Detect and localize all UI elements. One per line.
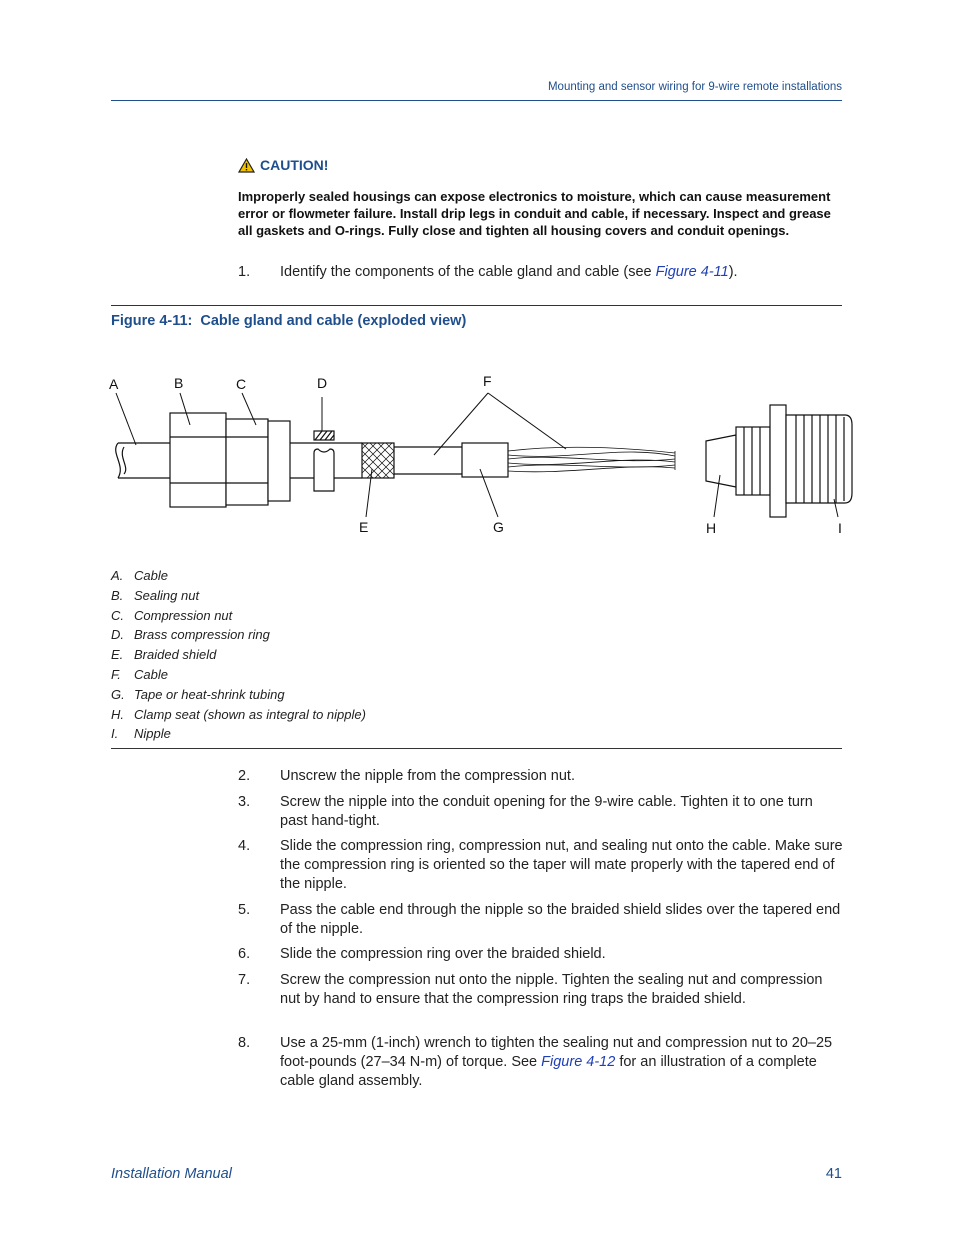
step-text-part: Use a 25-mm (1-inch) wrench to tighten the sealing nut and compression nut to 20–25 foot-pounds (27–34 N-m) of torque. See [280, 1035, 833, 1070]
figure-4-12-link[interactable]: Figure 4-12 [541, 1054, 616, 1070]
legend-item [111, 724, 366, 744]
legend-label: Tape or heat-shrink tubing [134, 686, 285, 702]
step-number: 7. [238, 972, 251, 988]
cable-gland-diagram [100, 365, 860, 545]
legend-label: Cable [134, 568, 168, 583]
running-header: Mounting and sensor wiring for 9-wire remote installations [547, 81, 842, 93]
caution-heading [238, 157, 328, 173]
legend-label: Sealing nut [134, 587, 200, 603]
callout-d: D [317, 375, 328, 391]
step-number: 3. [238, 794, 251, 810]
legend-key: D. [111, 627, 124, 643]
legend-key: B. [111, 587, 124, 603]
legend-label: Braided shield [134, 647, 217, 663]
step-text: Screw the compression nut onto the nipple. Tighten the sealing nut and compression nut by hand to ensure that the compression ring traps the braided shield. [280, 972, 823, 1007]
figure-caption: Cable gland and cable (exploded view) [200, 313, 467, 329]
warning-triangle-icon [238, 158, 255, 173]
brass-ring-d [314, 431, 334, 491]
legend-item [111, 586, 366, 606]
legend-key: E. [111, 647, 124, 663]
figure-top-rule [111, 305, 842, 306]
step-4 [238, 837, 844, 894]
legend-item [111, 705, 366, 725]
step-text: Unscrew the nipple from the compression nut. [280, 768, 575, 784]
callout-b: B [174, 375, 184, 391]
figure-legend [111, 566, 366, 744]
callout-i: I [838, 520, 842, 536]
page-number: 41 [825, 1166, 842, 1182]
callout-e: E [359, 519, 369, 535]
callout-c: C [236, 376, 247, 392]
step-text: Screw the nipple into the conduit opening for the 9-wire cable. Tighten it to one turn past hand-tight. [280, 794, 813, 829]
legend-key: A. [111, 568, 124, 583]
legend-key: H. [111, 706, 124, 722]
wires-f [508, 447, 675, 471]
step-text: Slide the compression ring over the braided shield. [280, 946, 606, 962]
clamp-seat-h [706, 435, 736, 487]
legend-label: Clamp seat (shown as integral to nipple) [134, 706, 366, 722]
step-7 [238, 971, 844, 1009]
step-text: Slide the compression ring, compression nut, and sealing nut onto the cable. Make sure the compression ring is oriented so the taper will mate properly with the tapered end of the nipple. [280, 838, 843, 892]
caution-text: Improperly sealed housings can expose electronics to moisture, which can cause measurement error or flowmeter failure. Install drip legs in conduit and cable, if necessary. Inspect and grease all gaskets and O-rings. Fully close and tighten all housing covers and conduit openings. [238, 189, 831, 238]
legend-label: Cable [134, 666, 168, 682]
figure-4-11-link[interactable]: Figure 4-11 [655, 264, 729, 280]
legend-label: Nipple [134, 726, 171, 742]
legend-item [111, 566, 366, 586]
figure-number: Figure 4-11: [111, 313, 193, 329]
inner-cable [394, 447, 462, 474]
step-text-part: ). [728, 264, 738, 280]
step-2 [238, 767, 844, 786]
footer-manual-title: Installation Manual [111, 1166, 232, 1182]
figure-title [111, 313, 466, 329]
callout-a: A [109, 376, 119, 392]
step-number: 8. [238, 1035, 251, 1051]
step-text [280, 1034, 844, 1091]
step-number: 5. [238, 902, 251, 918]
step-1 [238, 263, 844, 282]
step-text [280, 263, 844, 282]
legend-item [111, 625, 366, 645]
step-3 [238, 793, 844, 831]
step-8 [238, 1034, 844, 1091]
legend-key: C. [111, 607, 124, 623]
step-text: Pass the cable end through the nipple so the braided shield slides over the tapered end of the nipple. [280, 902, 841, 937]
sealing-nut-b [170, 413, 268, 507]
legend-item [111, 685, 366, 705]
legend-key: F. [111, 666, 121, 682]
step-text-part: Identify the components of the cable gland and cable (see [280, 264, 656, 280]
header-rule [111, 100, 842, 101]
legend-label: Compression nut [134, 607, 233, 623]
callout-h: H [706, 520, 717, 536]
step-number: 1. [238, 264, 251, 280]
step-number: 4. [238, 838, 251, 854]
legend-item [111, 645, 366, 665]
step-number: 2. [238, 768, 251, 784]
step-number: 6. [238, 946, 251, 962]
tape-g [462, 443, 508, 477]
caution-label: CAUTION! [260, 157, 329, 173]
legend-label: Brass compression ring [134, 627, 270, 643]
step-5 [238, 901, 844, 939]
callout-g: G [493, 519, 504, 535]
legend-key: I. [111, 726, 119, 742]
figure-bottom-rule [111, 748, 842, 749]
legend-item [111, 665, 366, 685]
braided-shield-e [362, 443, 394, 478]
legend-item [111, 606, 366, 626]
step-6 [238, 945, 844, 964]
cable-a [116, 443, 170, 478]
step-text-part: for an illustration of a complete cable gland assembly. [280, 1054, 817, 1089]
legend-key: G. [111, 686, 125, 702]
callout-f: F [483, 373, 492, 389]
